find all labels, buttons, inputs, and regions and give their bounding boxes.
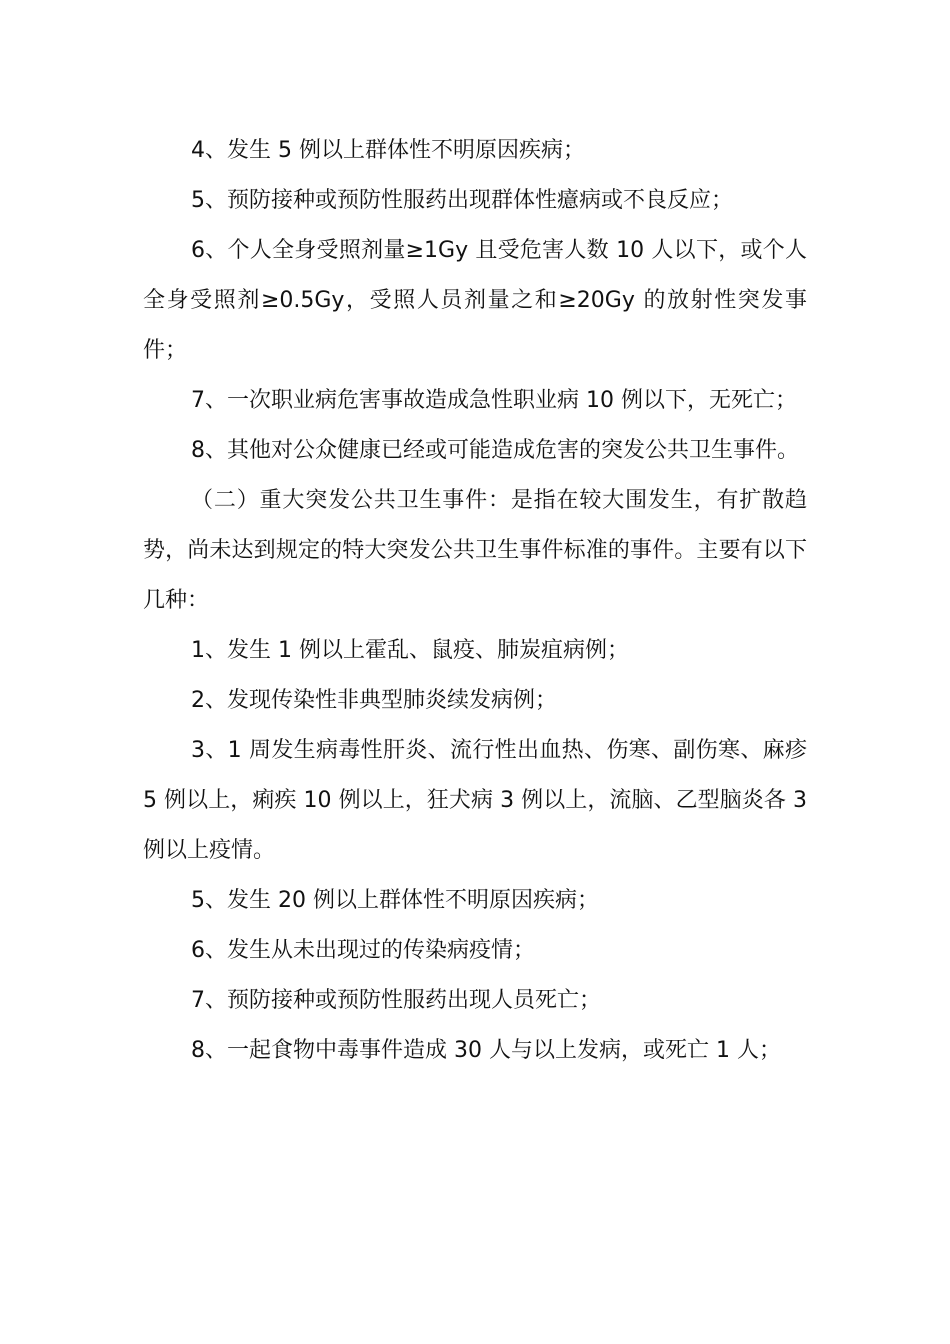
paragraph-major-7: 7、预防接种或预防性服药出现人员死亡；	[191, 988, 601, 1013]
paragraph-item-5: 5、预防接种或预防性服药出现群体性癔病或不良反应；	[191, 188, 733, 213]
section-heading-major-events: （二）重大突发公共卫生事件：是指在较大围发生，有扩散趋势，尚未达到规定的特大突发公共卫生事件标准的事件。主要有以下几种：	[143, 488, 807, 613]
paragraph-major-1: 1、发生 1 例以上霍乱、鼠疫、肺炭疽病例；	[191, 638, 629, 663]
paragraph-major-2: 2、发现传染性非典型肺炎续发病例；	[191, 688, 557, 713]
paragraph-major-6: 6、发生从未出现过的传染病疫情；	[191, 938, 535, 963]
document-body	[143, 126, 807, 1076]
paragraph-major-3: 3、1 周发生病毒性肝炎、流行性出血热、伤寒、副伤寒、麻疹 5 例以上，痢疾 10 例以上，狂犬病 3 例以上，流脑、乙型脑炎各 3 例以上疫情。	[143, 738, 807, 863]
paragraph-item-6: 6、个人全身受照剂量≥1Gy 且受危害人数 10 人以下，或个人全身受照剂≥0.5Gy，受照人员剂量之和≥20Gy 的放射性突发事件；	[143, 238, 807, 363]
paragraph-item-7: 7、一次职业病危害事故造成急性职业病 10 例以下，无死亡；	[191, 388, 797, 413]
paragraph-item-8: 8、其他对公众健康已经或可能造成危害的突发公共卫生事件。	[191, 438, 799, 463]
paragraph-item-4: 4、发生 5 例以上群体性不明原因疾病；	[191, 138, 585, 163]
paragraph-major-8: 8、一起食物中毒事件造成 30 人与以上发病，或死亡 1 人；	[191, 1038, 781, 1063]
paragraph-major-5: 5、发生 20 例以上群体性不明原因疾病；	[191, 888, 599, 913]
